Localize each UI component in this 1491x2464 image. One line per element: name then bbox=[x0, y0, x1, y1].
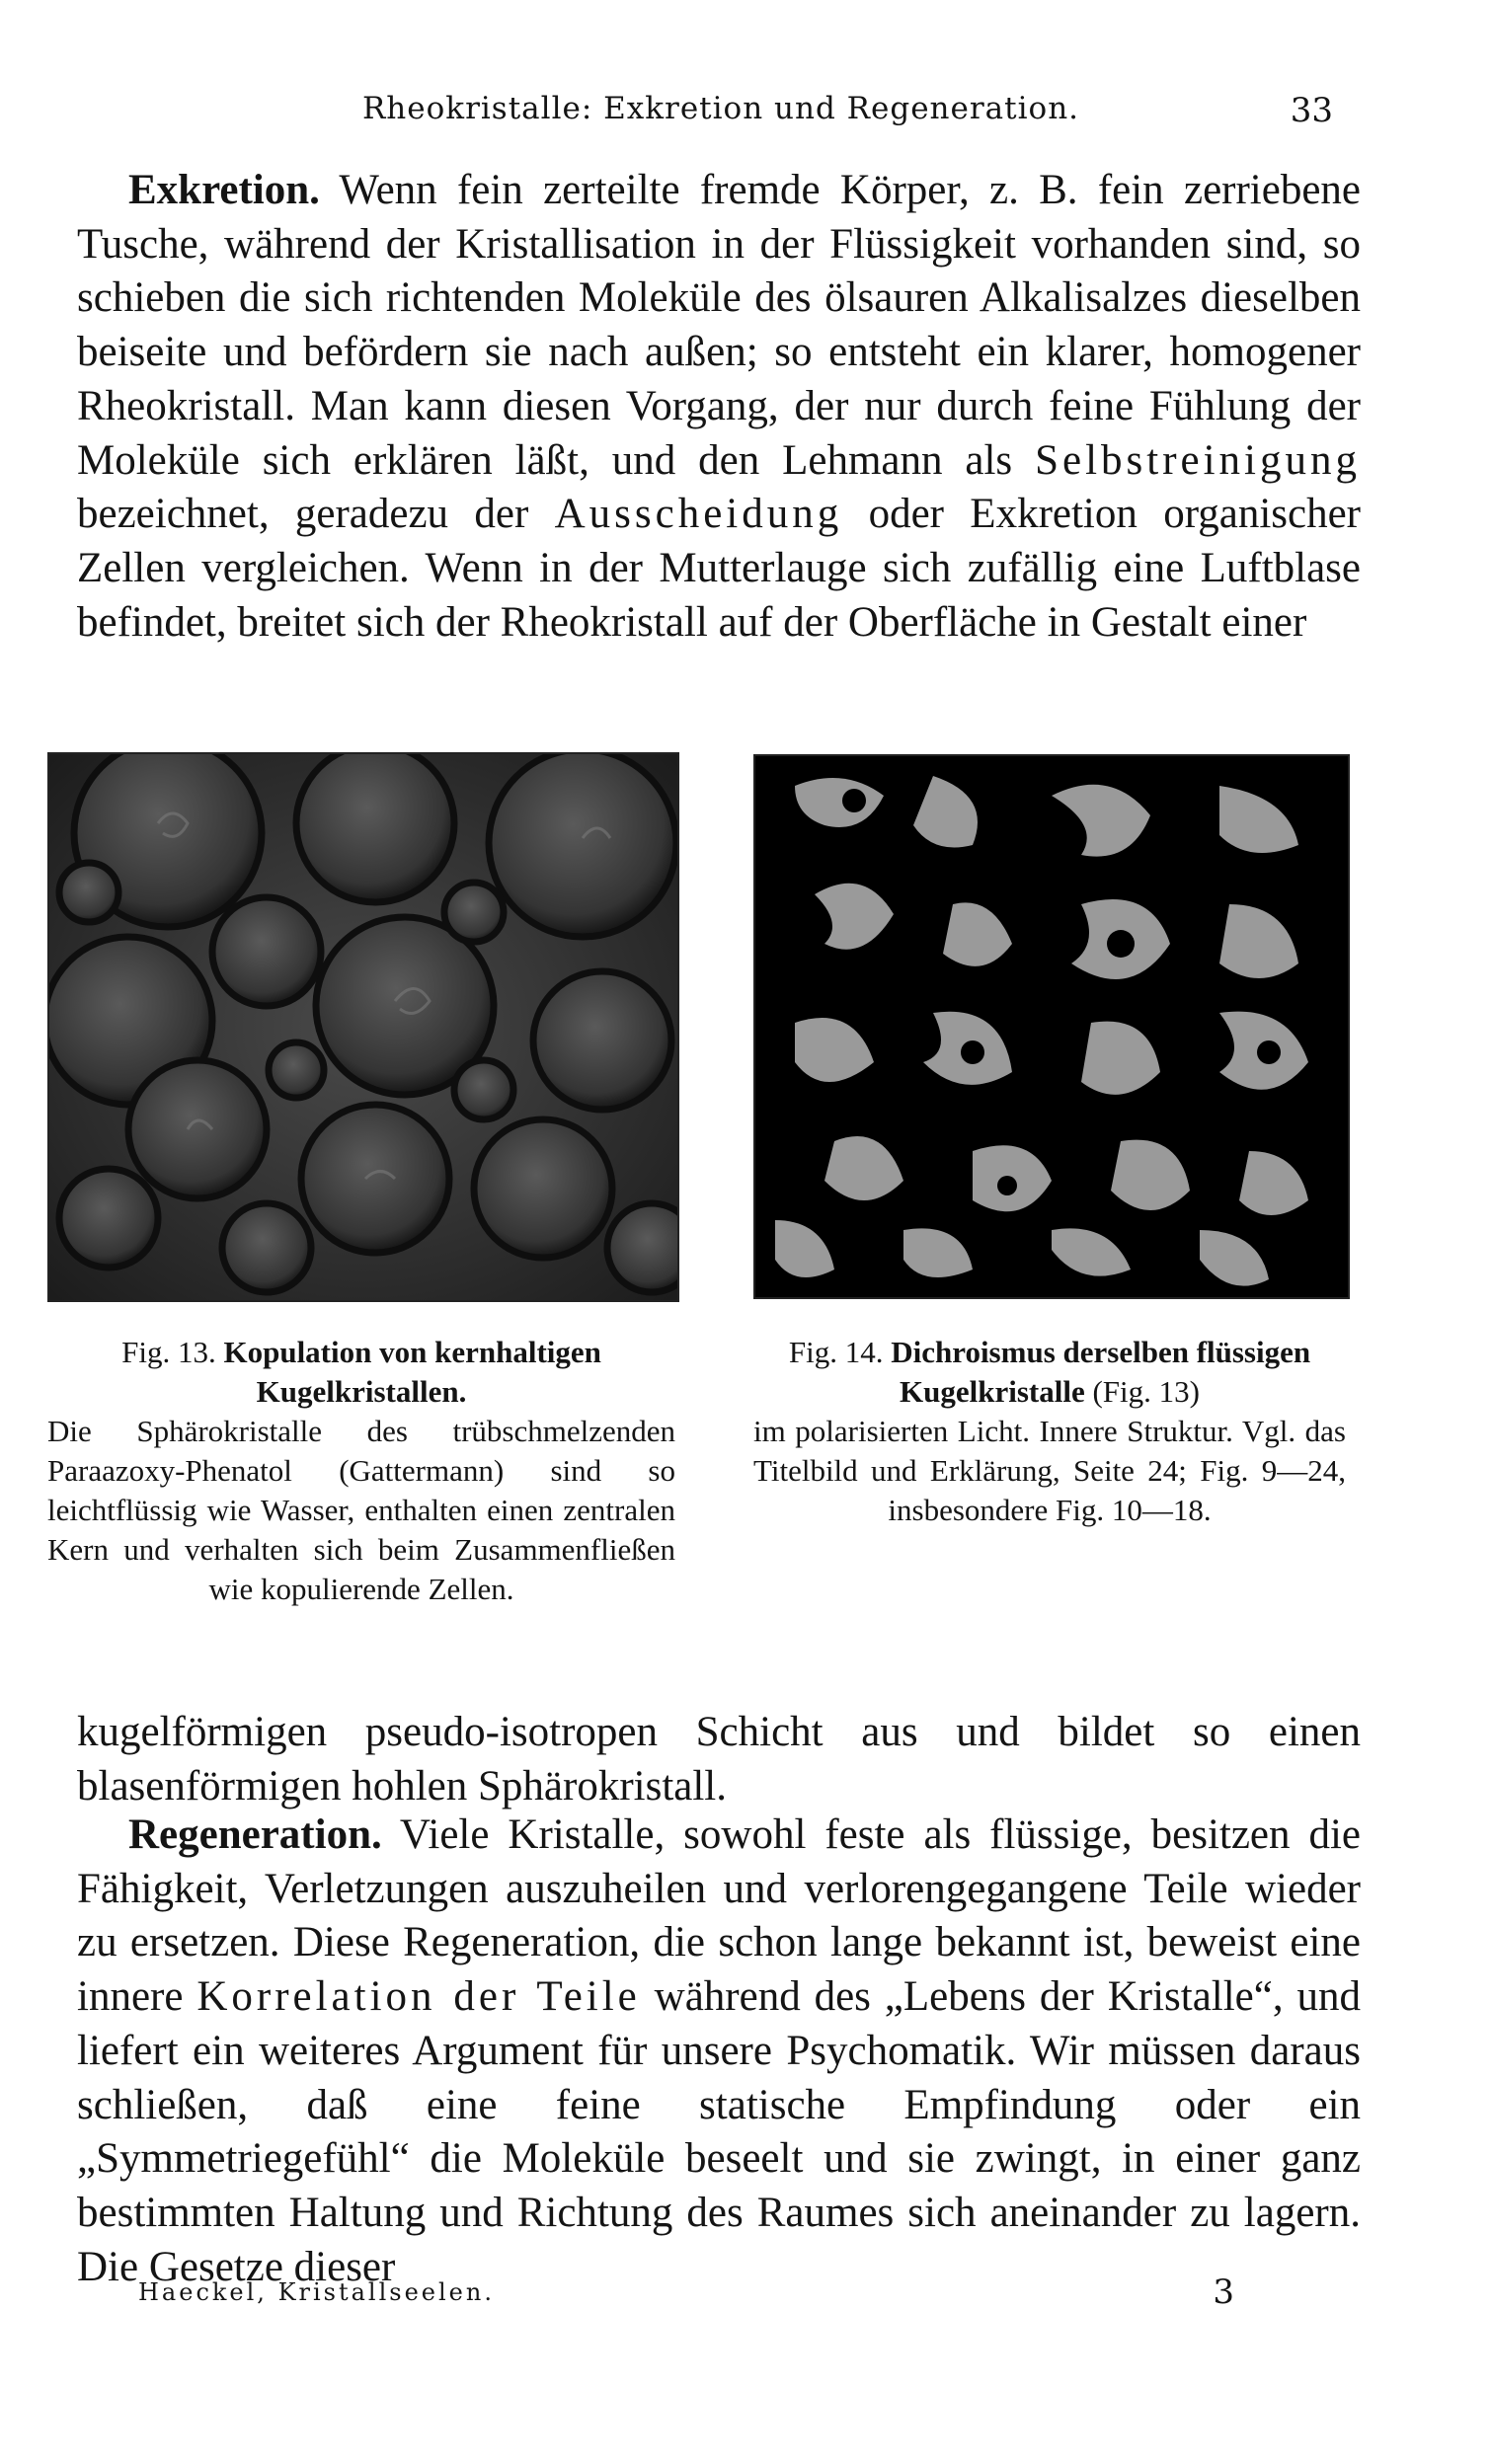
fig14-image bbox=[755, 756, 1348, 1297]
fig14-label: Fig. 14. bbox=[788, 1335, 884, 1369]
fig13-label: Fig. 13. bbox=[121, 1335, 216, 1369]
page-number: 33 bbox=[1290, 91, 1333, 130]
section-lead-regeneration: Regeneration. bbox=[128, 1811, 382, 1858]
fig13-caption-head bbox=[47, 1333, 675, 1412]
section-lead-exkretion: Exkretion. bbox=[128, 167, 320, 213]
running-title: Rheokristalle: Exkretion und Regeneration. bbox=[361, 91, 1080, 126]
footer-author-title: Haeckel, Kristallseelen. bbox=[138, 2278, 495, 2306]
fig14-title: Dichroismus derselben flüssigen Kugelkristalle bbox=[891, 1335, 1311, 1409]
fig13-image bbox=[49, 754, 677, 1300]
fig13-caption bbox=[47, 1333, 675, 1609]
emphasis-selbstreinigung: Selbstreinigung bbox=[1035, 436, 1361, 484]
signature-mark: 3 bbox=[1213, 2272, 1234, 2312]
paragraph-text: während des „Lebens der Kristalle“, und liefert ein weiteres Argument für unsere Psychomatik. Wir müssen daraus schließen, daß eine feine statische Empfindung oder ein „Symmetriegefühl“ die Moleküle beseelt und sie zwingt, in einer ganz bestimmten Haltung und Richtung des Raumes sich aneinander zu lagern. Die Gesetze dieser bbox=[77, 1973, 1361, 2290]
paragraph-exkretion bbox=[77, 164, 1361, 650]
paragraph-text: Wenn fein zerteilte fremde Körper, z. B. fein zerriebene Tusche, während der Kristallisation in der Flüssigkeit vorhanden sind, so schieben die sich richtenden Moleküle des ölsauren Alkalisalzes dieselben beiseite und befördern sie nach außen; so entsteht ein klarer, homogener Rheokristall. Man kann diesen Vorgang, der nur durch feine Fühlung der Moleküle sich erklären läßt, und den Lehmann als bbox=[77, 167, 1361, 484]
fig14-caption-head bbox=[753, 1333, 1346, 1412]
paragraph-text: Viele Kristalle, sowohl feste als flüssige, besitzen die Fähigkeit, Verletzungen auszuheilen und verlorengegangene Teile wieder zu ersetzen. Diese Regeneration, die schon lange bekannt ist, beweist eine innere bbox=[77, 1811, 1361, 2021]
paragraph-regeneration bbox=[77, 1809, 1361, 2294]
fig14-caption bbox=[753, 1333, 1346, 1530]
emphasis-korrelation: Korrelation der Teile bbox=[196, 1973, 641, 2021]
fig13-caption-text: Die Sphärokristalle des trübschmelzenden Paraazoxy-Phenatol (Gattermann) sind so leichtflüssig wie Wasser, enthalten einen zentralen Kern und verhalten sich beim Zusammenfließen wie kopulierende Zellen. bbox=[47, 1414, 675, 1606]
fig13-title: Kopulation von kernhaltigen Kugelkristallen. bbox=[223, 1335, 601, 1409]
running-head bbox=[79, 91, 1363, 140]
fig13-photograph bbox=[47, 752, 679, 1302]
paragraph-text: bezeichnet, geradezu der bbox=[77, 491, 555, 538]
paragraph-text: oder Exkretion organischer Zellen vergleichen. Wenn in der Mutterlauge sich zufällig eine Luftblase befindet, breitet sich der Rheokristall auf der Oberfläche in Gestalt einer bbox=[77, 491, 1361, 646]
footer bbox=[138, 2272, 1234, 2318]
fig14-title-ref: (Fig. 13) bbox=[1092, 1374, 1200, 1409]
emphasis-ausscheidung: Ausscheidung bbox=[554, 491, 843, 538]
paragraph-continuation: kugelförmigen pseudo-isotropen Schicht aus und bildet so einen blasenförmigen hohlen Sphärokristall. bbox=[77, 1709, 1361, 1810]
fig14-photograph bbox=[753, 754, 1350, 1299]
fig14-caption-text: im polarisierten Licht. Innere Struktur. Vgl. das Titelbild und Erklärung, Seite 24; Fig. 9—24, insbesondere Fig. 10—18. bbox=[753, 1414, 1346, 1527]
